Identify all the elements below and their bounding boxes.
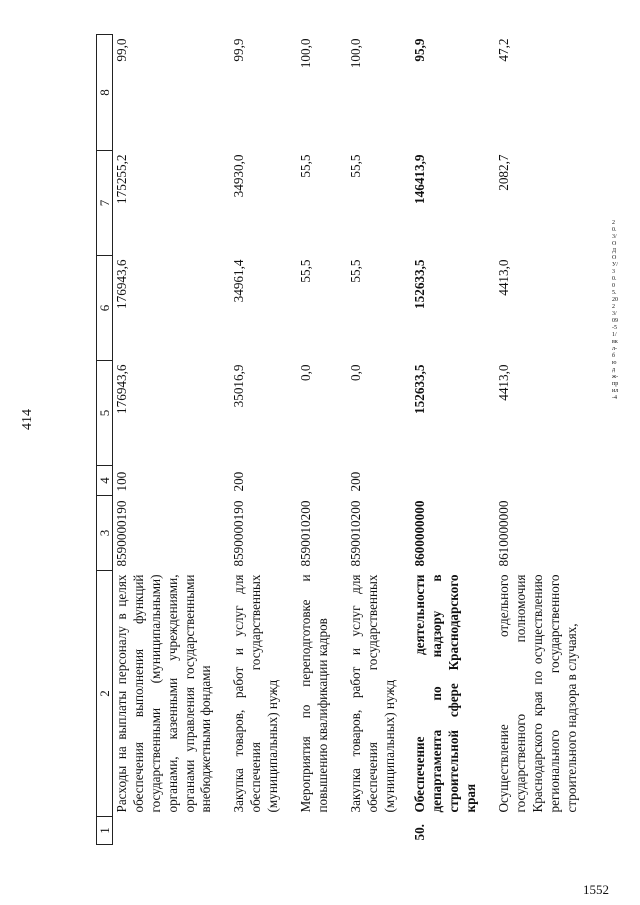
row-spacer xyxy=(333,35,347,845)
row-code: 8600000000 xyxy=(412,500,428,567)
row-code: 8610000000 xyxy=(496,500,512,567)
table-row xyxy=(297,35,333,845)
row-name: Закупка товаров, работ и услуг для обеспечения государственных (муниципальных) нужд xyxy=(347,574,397,813)
row-name: Расходы на выплаты персоналу в целях обеспечения выполнения функций государственными (муниципальными) органами, казенными учреждениями, органами управления государственными внебюджетными фондами xyxy=(114,574,214,813)
row-col7: 2082,7 xyxy=(496,154,512,191)
row-col7: 175255,2 xyxy=(114,154,129,204)
row-col5: 35016,9 xyxy=(231,364,247,408)
header-cell: 5 xyxy=(97,361,113,466)
row-col8: 95,9 xyxy=(412,38,428,62)
row-col6: 4413,0 xyxy=(496,259,512,296)
row-expense-type xyxy=(297,466,333,496)
table-row xyxy=(113,35,217,845)
row-number: 50. xyxy=(412,824,428,841)
row-col5: 176943,6 xyxy=(114,364,129,414)
rotated-table-wrapper xyxy=(96,35,579,845)
row-name: Осуществление отдельного государственного полномочия Краснодарского края по осуществлению регионального государственного строительного надзора в случаях, xyxy=(496,574,579,813)
row-col7: 34930,0 xyxy=(231,154,247,198)
header-cell: 6 xyxy=(97,256,113,361)
row-col7: 55,5 xyxy=(298,154,314,178)
sheet-number: 1552 xyxy=(583,882,609,897)
row-col8: 99,9 xyxy=(231,38,247,62)
row-col8: 100,0 xyxy=(298,38,314,69)
row-code: 8590000190 xyxy=(231,500,247,567)
header-cell: 8 xyxy=(97,35,113,151)
row-col6: 34961,4 xyxy=(231,259,247,303)
row-expense-type xyxy=(411,466,481,496)
row-spacer-cell xyxy=(399,35,411,845)
header-cell: 4 xyxy=(97,466,113,496)
row-expense-type xyxy=(495,466,581,496)
row-col7: 55,5 xyxy=(347,154,363,178)
row-col6: 55,5 xyxy=(298,259,314,283)
row-col8: 99,0 xyxy=(114,38,129,62)
row-code: 8590000190 xyxy=(114,500,129,567)
table-row xyxy=(230,35,283,845)
header-cell: 7 xyxy=(97,151,113,256)
table-row xyxy=(347,35,400,845)
budget-table xyxy=(96,34,581,845)
row-name: Закупка товаров, работ и услуг для обеспечения государственных (муниципальных) нужд xyxy=(231,574,281,813)
row-spacer xyxy=(481,35,495,845)
header-cell: 1 xyxy=(97,817,113,845)
row-spacer-cell xyxy=(216,35,230,845)
row-code: 8590010200 xyxy=(298,500,314,567)
row-col5: 0,0 xyxy=(347,364,363,381)
row-col5: 0,0 xyxy=(298,364,314,381)
row-col6: 176943,6 xyxy=(114,259,129,309)
table-header-row xyxy=(97,35,113,845)
row-spacer xyxy=(399,35,411,845)
row-col5: 152633,5 xyxy=(412,364,428,414)
row-col6: 55,5 xyxy=(347,259,363,283)
row-spacer-cell xyxy=(481,35,495,845)
row-expense-type: 200 xyxy=(231,471,247,492)
row-number xyxy=(347,817,400,845)
row-number xyxy=(113,817,217,845)
row-expense-type: 200 xyxy=(347,471,363,492)
row-spacer-cell xyxy=(333,35,347,845)
row-spacer xyxy=(283,35,297,845)
row-col5: 4413,0 xyxy=(496,364,512,401)
row-number xyxy=(297,817,333,845)
table-row xyxy=(411,35,481,845)
row-spacer xyxy=(216,35,230,845)
document-stamp: 20.3/OДОУ/30.05.2023/09-51/вкл-бюдж-прил-4 xyxy=(612,220,619,401)
page-number: 414 xyxy=(20,409,35,430)
row-name: Мероприятия по переподготовке и повышению квалификации кадров xyxy=(298,574,330,813)
table-row xyxy=(495,35,581,845)
row-number xyxy=(495,817,581,845)
row-name: Обеспечение деятельности департамента по надзору в строительной сфере Краснодарского края xyxy=(412,574,479,813)
row-col8: 100,0 xyxy=(347,38,363,69)
row-number xyxy=(230,817,283,845)
row-col6: 152633,5 xyxy=(412,259,428,309)
table-body xyxy=(113,35,582,845)
row-code: 8590010200 xyxy=(347,500,363,567)
row-col7: 146413,9 xyxy=(412,154,428,204)
row-expense-type: 100 xyxy=(114,471,129,492)
header-cell: 2 xyxy=(97,571,113,817)
row-col8: 47,2 xyxy=(496,38,512,62)
header-cell: 3 xyxy=(97,496,113,571)
row-spacer-cell xyxy=(283,35,297,845)
